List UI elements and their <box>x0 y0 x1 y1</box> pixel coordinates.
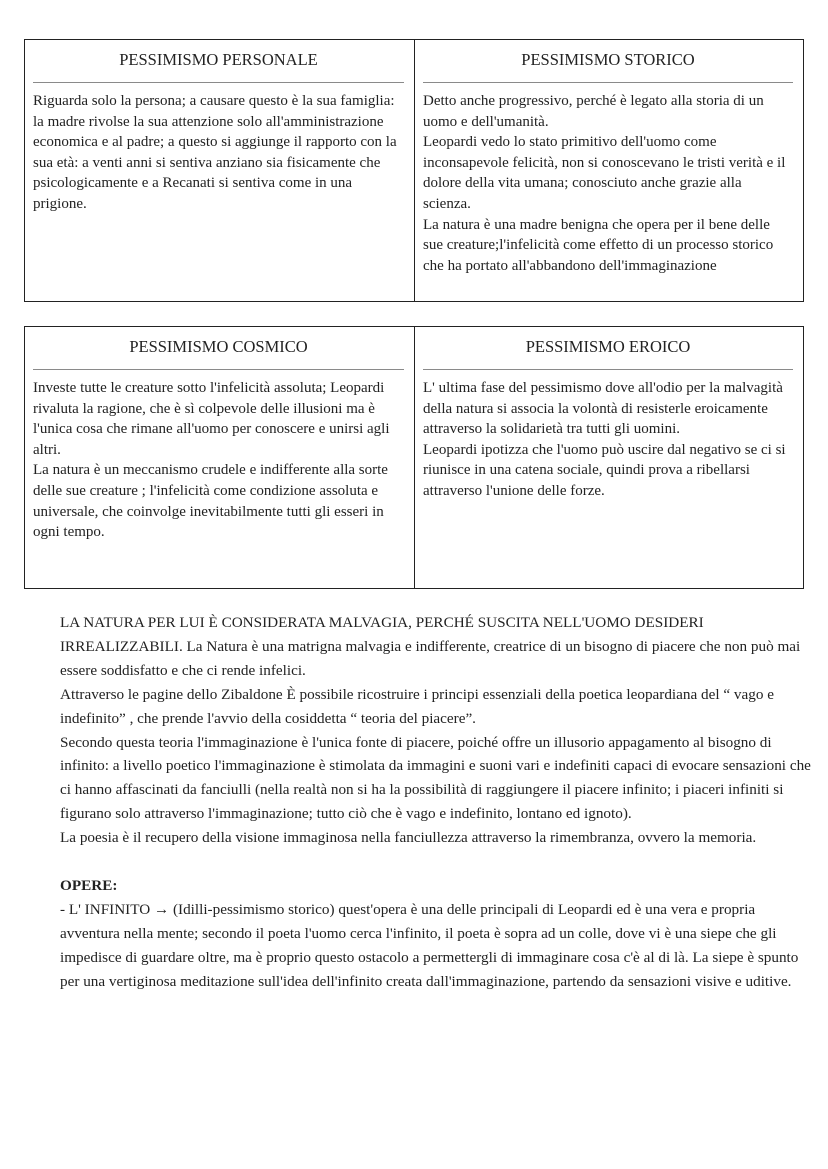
cell-pessimismo-eroico <box>414 327 803 588</box>
cell-pessimismo-cosmico <box>25 327 414 588</box>
cell-title: PESSIMISMO COSMICO <box>129 337 308 356</box>
table-top <box>24 39 804 302</box>
work-entry: - L' INFINITO → (Idilli-pessimismo storico) quest'opera è una delle principali di Leopardi ed è una vera e propria avventura nella mente; secondo il poeta l'uomo cerca l'infinito, il poeta è sopra ad un colle, dove vi è una siepe che gli impedisce di guardare oltre, ma è proprio questo ostacolo a permettergli di immaginare cosa c'è al di là. La siepe è spunto per una vertiginosa meditazione sull'idea dell'infinito creata dall'immaginazione, partendo da sensazioni visive e uditive. <box>60 900 799 990</box>
cell-title: PESSIMISMO EROICO <box>525 337 691 356</box>
cell-pessimismo-storico <box>414 40 803 301</box>
cell-paragraph: L' ultima fase del pessimismo dove all'odio per la malvagità della natura si associa la volontà di resisterle eroicamente attraverso la solidarietà tra tutti gli uomini. <box>423 380 783 438</box>
body-paragraph: La poesia è il recupero della visione immaginosa nella fanciullezza attraverso la rimembranza, ovvero la memoria. <box>60 829 757 847</box>
cell-title: PESSIMISMO STORICO <box>521 50 695 69</box>
cell-paragraph: Investe tutte le creature sotto l'infelicità assoluta; Leopardi rivaluta la ragione, che è sì colpevole delle illusioni ma è l'unica cosa che rimane all'uomo per conoscere e unirsi agli altri. <box>33 380 390 458</box>
body-text <box>60 611 814 994</box>
body-paragraph: LA NATURA PER LUI È CONSIDERATA MALVAGIA, PERCHÉ SUSCITA NELL'UOMO DESIDERI IRREALIZZABILI. La Natura è una matrigna malvagia e indifferente, creatrice di un bisogno di piacere che non può mai essere soddisfatto e che ci rende infelici. <box>60 614 801 679</box>
cell-body <box>423 91 793 276</box>
works-heading: OPERE: <box>60 877 118 895</box>
cell-paragraph: La natura è una madre benigna che opera per il bene delle sue creature;l'infelicità come effetto di un processo storico che ha portato all'abbandono dell'immaginazione <box>423 216 774 274</box>
cell-body <box>423 378 793 502</box>
divider <box>33 82 404 83</box>
divider <box>33 369 404 370</box>
cell-pessimismo-personale <box>25 40 414 301</box>
divider <box>423 82 793 83</box>
table-bottom <box>24 326 804 589</box>
body-paragraph: Attraverso le pagine dello Zibaldone È possibile ricostruire i principi essenziali della poetica leopardiana del “ vago e indefinito” , che prende l'avvio della cosiddetta “ teoria del piacere”. <box>60 685 774 727</box>
cell-paragraph: Detto anche progressivo, perché è legato alla storia di un uomo e dell'umanità. <box>423 93 764 130</box>
body-paragraph: Secondo questa teoria l'immaginazione è l'unica fonte di piacere, poiché offre un illusorio appagamento al bisogno di infinito: a livello poetico l'immaginazione è stimolata da immagini e suoni vari e indefiniti capaci di evocare sensazioni che ci hanno affascinati da fanciulli (nella realtà non si ha la possibilità di raggiungere il piacere infinito; i piaceri infiniti si figurano solo attraverso l'immaginazione; tutto ciò che è vago e indefinito, lontano ed ignoto). <box>60 733 811 823</box>
cell-paragraph: Leopardi ipotizza che l'uomo può uscire dal negativo se ci si riunisce in una catena sociale, quindi prova a ribellarsi attraverso l'unione delle forze. <box>423 441 786 499</box>
cell-body <box>33 91 404 215</box>
cell-body <box>33 378 404 543</box>
divider <box>423 369 793 370</box>
cell-title: PESSIMISMO PERSONALE <box>119 50 318 69</box>
spacer <box>60 850 814 874</box>
cell-paragraph: La natura è un meccanismo crudele e indifferente alla sorte delle sue creature ; l'infelicità come condizione assoluta e universale, che coinvolge inevitabilmente tutti gli esseri in ogni tempo. <box>33 462 388 541</box>
cell-paragraph: Riguarda solo la persona; a causare questo è la sua famiglia: la madre rivolse la sua attenzione solo all'amministrazione economica e al padre; a questo si aggiunge il rapporto con la sua età: a venti anni si sentiva anziano sia fisicamente che psicologicamente e a Recanati si sentiva come in una prigione. <box>33 93 397 212</box>
cell-paragraph: Leopardi vedo lo stato primitivo dell'uomo come inconsapevole felicità, non si conoscevano le tristi verità e il dolore della vita umana; conosciuto anche grazie alla scienza. <box>423 134 786 212</box>
